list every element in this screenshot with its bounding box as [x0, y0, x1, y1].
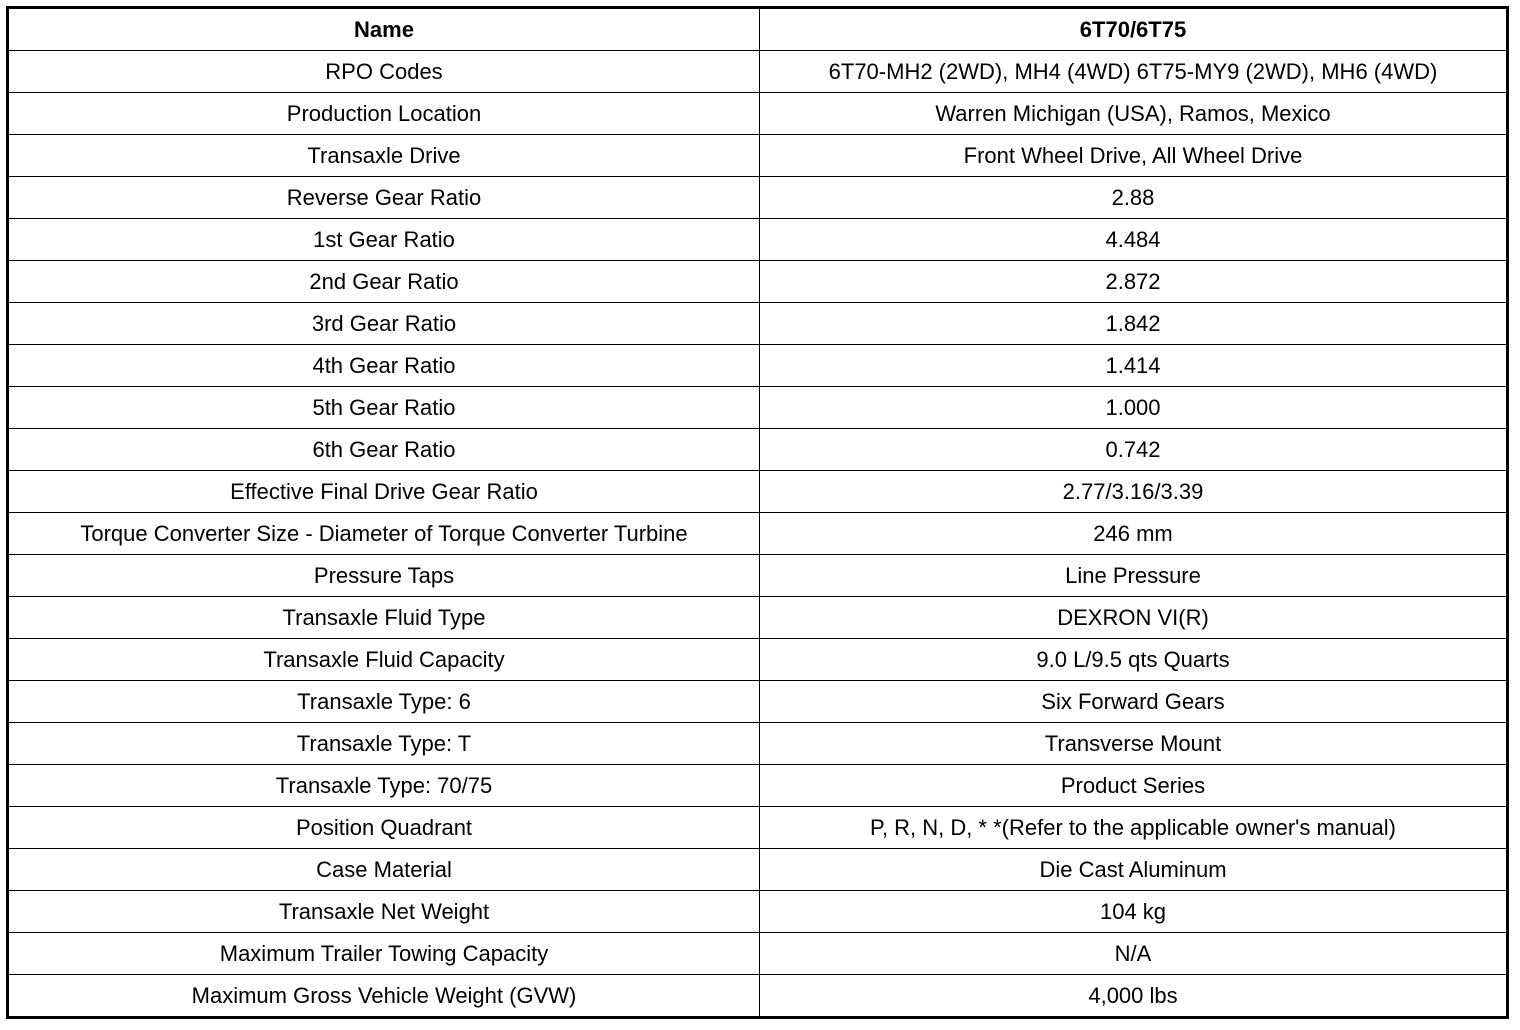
spec-name-cell: Torque Converter Size - Diameter of Torque Converter Turbine [8, 513, 760, 555]
spec-value-cell: 1.414 [760, 345, 1508, 387]
spec-value-cell: N/A [760, 933, 1508, 975]
spec-value-cell: Front Wheel Drive, All Wheel Drive [760, 135, 1508, 177]
spec-name-cell: Transaxle Type: T [8, 723, 760, 765]
column-header-name: Name [8, 8, 760, 51]
spec-name-cell: Transaxle Net Weight [8, 891, 760, 933]
spec-name-cell: Transaxle Type: 6 [8, 681, 760, 723]
spec-value-cell: Product Series [760, 765, 1508, 807]
table-row [8, 261, 1508, 303]
spec-name-cell: Reverse Gear Ratio [8, 177, 760, 219]
column-header-model: 6T70/6T75 [760, 8, 1508, 51]
spec-name-cell: RPO Codes [8, 51, 760, 93]
table-row [8, 51, 1508, 93]
spec-value-cell: 246 mm [760, 513, 1508, 555]
table-row [8, 555, 1508, 597]
spec-name-cell: Transaxle Fluid Type [8, 597, 760, 639]
spec-value-cell: 0.742 [760, 429, 1508, 471]
table-row [8, 975, 1508, 1018]
table-row [8, 639, 1508, 681]
table-row [8, 387, 1508, 429]
table-row [8, 513, 1508, 555]
table-row [8, 177, 1508, 219]
spec-name-cell: 5th Gear Ratio [8, 387, 760, 429]
spec-name-cell: Effective Final Drive Gear Ratio [8, 471, 760, 513]
spec-name-cell: Maximum Gross Vehicle Weight (GVW) [8, 975, 760, 1018]
spec-value-cell: 2.88 [760, 177, 1508, 219]
spec-name-cell: 3rd Gear Ratio [8, 303, 760, 345]
spec-name-cell: 1st Gear Ratio [8, 219, 760, 261]
table-body [8, 51, 1508, 1018]
table-row [8, 93, 1508, 135]
spec-value-cell: Warren Michigan (USA), Ramos, Mexico [760, 93, 1508, 135]
table-row [8, 135, 1508, 177]
spec-value-cell: 6T70-MH2 (2WD), MH4 (4WD) 6T75-MY9 (2WD), MH6 (4WD) [760, 51, 1508, 93]
table-row [8, 597, 1508, 639]
table-row [8, 723, 1508, 765]
spec-name-cell: Position Quadrant [8, 807, 760, 849]
spec-value-cell: Line Pressure [760, 555, 1508, 597]
table-row [8, 807, 1508, 849]
table-row [8, 429, 1508, 471]
spec-name-cell: 2nd Gear Ratio [8, 261, 760, 303]
table-row [8, 891, 1508, 933]
table-row [8, 765, 1508, 807]
spec-name-cell: Maximum Trailer Towing Capacity [8, 933, 760, 975]
spec-value-cell: P, R, N, D, * *(Refer to the applicable owner's manual) [760, 807, 1508, 849]
spec-name-cell: Transaxle Fluid Capacity [8, 639, 760, 681]
table-row [8, 345, 1508, 387]
spec-value-cell: Die Cast Aluminum [760, 849, 1508, 891]
spec-value-cell: DEXRON VI(R) [760, 597, 1508, 639]
table-row [8, 681, 1508, 723]
spec-name-cell: Case Material [8, 849, 760, 891]
spec-value-cell: 1.000 [760, 387, 1508, 429]
spec-value-cell: 2.872 [760, 261, 1508, 303]
spec-value-cell: 4.484 [760, 219, 1508, 261]
spec-value-cell: 1.842 [760, 303, 1508, 345]
table-row [8, 219, 1508, 261]
table-header-row [8, 8, 1508, 51]
table-row [8, 471, 1508, 513]
table-row [8, 303, 1508, 345]
spec-value-cell: 2.77/3.16/3.39 [760, 471, 1508, 513]
spec-name-cell: 6th Gear Ratio [8, 429, 760, 471]
spec-value-cell: Six Forward Gears [760, 681, 1508, 723]
spec-table [6, 6, 1509, 1019]
spec-name-cell: Pressure Taps [8, 555, 760, 597]
spec-name-cell: Transaxle Type: 70/75 [8, 765, 760, 807]
spec-value-cell: 104 kg [760, 891, 1508, 933]
spec-value-cell: Transverse Mount [760, 723, 1508, 765]
spec-name-cell: Transaxle Drive [8, 135, 760, 177]
table-row [8, 849, 1508, 891]
spec-name-cell: 4th Gear Ratio [8, 345, 760, 387]
spec-value-cell: 4,000 lbs [760, 975, 1508, 1018]
table-row [8, 933, 1508, 975]
spec-value-cell: 9.0 L/9.5 qts Quarts [760, 639, 1508, 681]
spec-name-cell: Production Location [8, 93, 760, 135]
